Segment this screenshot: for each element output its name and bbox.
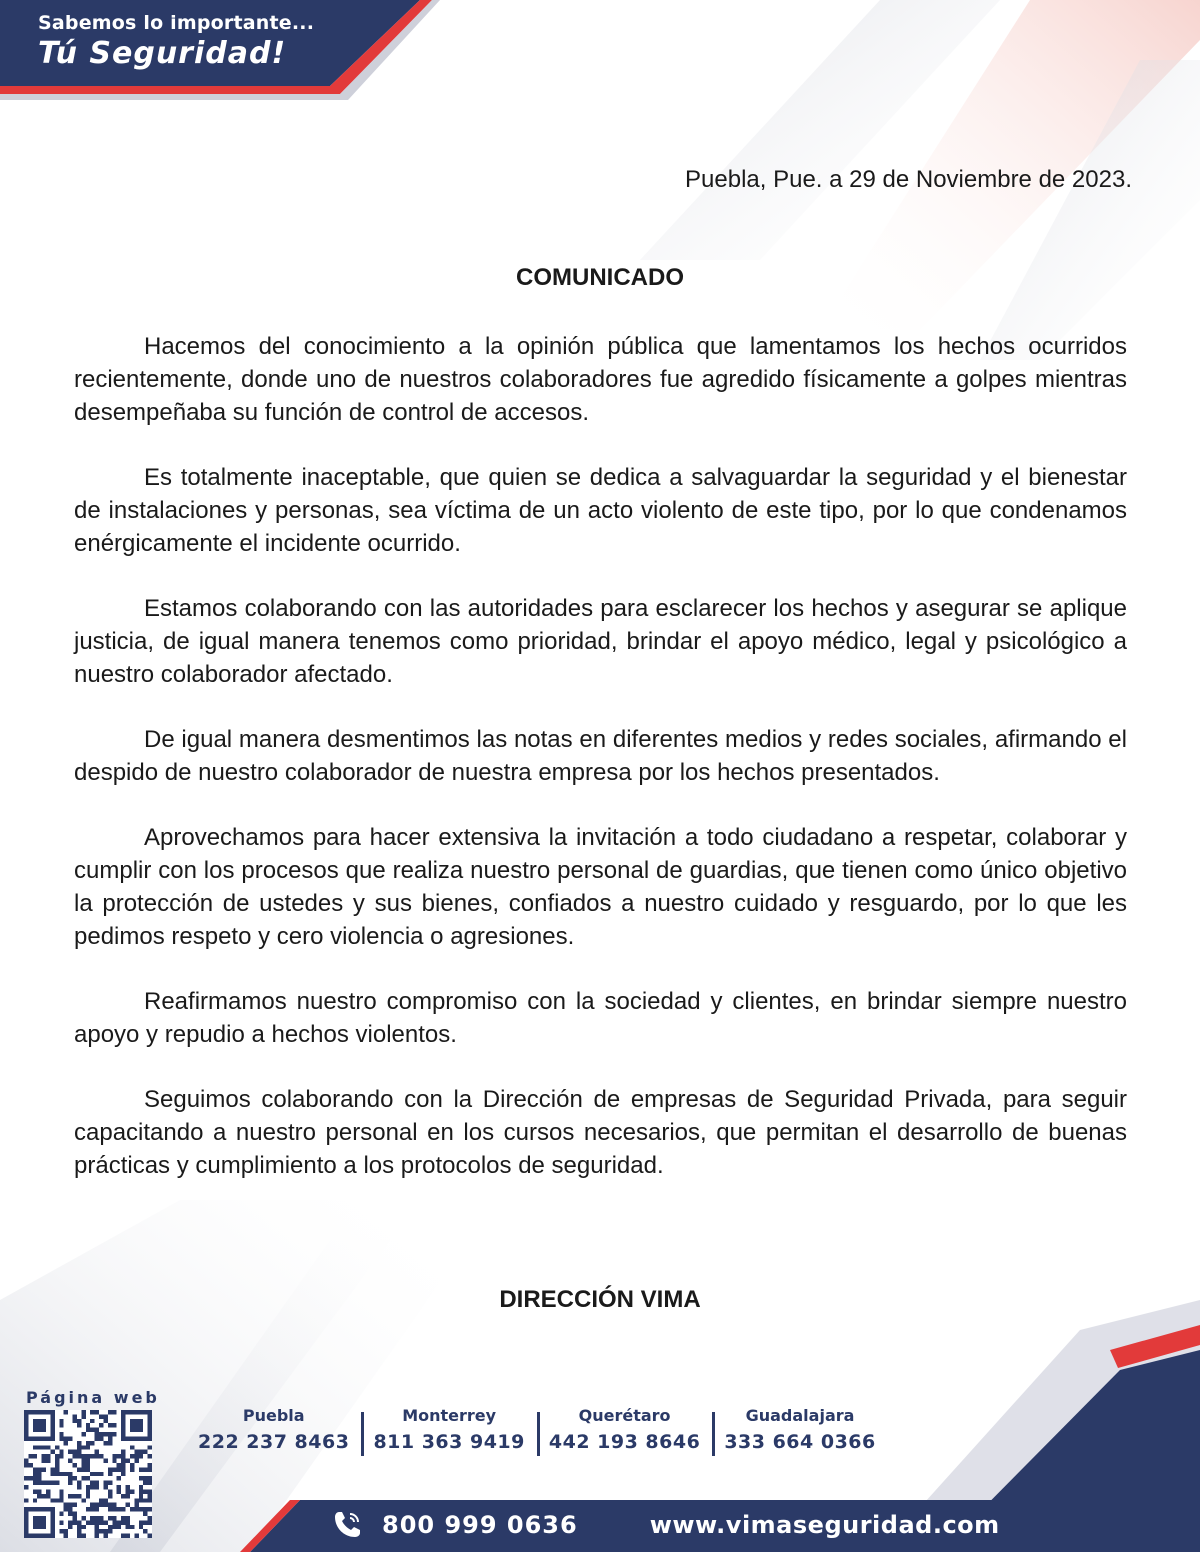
paragraph: Estamos colaborando con las autoridades para esclarecer los hechos y asegurar se aplique justicia, de igual manera tenemos como prioridad, brindar el apoyo médico, legal y psicológico a nuestro colaborador afectado. xyxy=(74,595,1127,688)
tagline-bottom: Tú Seguridad! xyxy=(38,36,287,71)
office-guadalajara xyxy=(712,1406,887,1453)
office-phone[interactable]: 811 363 9419 xyxy=(373,1431,525,1453)
date-line: Puebla, Pue. a 29 de Noviembre de 2023. xyxy=(685,166,1132,193)
phone-icon xyxy=(330,1508,364,1542)
office-phone[interactable]: 442 193 8646 xyxy=(548,1431,701,1453)
office-list xyxy=(186,1406,888,1453)
office-puebla xyxy=(186,1406,361,1453)
office-monterrey xyxy=(361,1406,536,1453)
office-city: Puebla xyxy=(242,1406,305,1425)
office-phone[interactable]: 222 237 8463 xyxy=(198,1431,350,1453)
office-city: Querétaro xyxy=(578,1406,671,1425)
paragraph: Hacemos del conocimiento a la opinión pública que lamentamos los hechos ocurridos recientemente, donde uno de nuestros colaboradores fue agredido físicamente a golpes mientras desempeñaba su función de control de accesos. xyxy=(74,333,1127,426)
header-tagline xyxy=(38,12,314,71)
paragraph: De igual manera desmentimos las notas en diferentes medios y redes sociales, afirmando el despido de nuestro colaborador de nuestra empresa por los hechos presentados. xyxy=(74,726,1127,786)
document-title: COMUNICADO xyxy=(516,264,684,291)
website-link[interactable]: www.vimaseguridad.com xyxy=(649,1511,1000,1539)
office-queretaro xyxy=(537,1406,712,1453)
tagline-top: Sabemos lo importante... xyxy=(38,12,315,34)
paragraph: Reafirmamos nuestro compromiso con la sociedad y clientes, en brindar siempre nuestro apoyo y repudio a hechos violentos. xyxy=(74,988,1127,1048)
signature: DIRECCIÓN VIMA xyxy=(499,1286,701,1313)
paragraph: Aprovechamos para hacer extensiva la invitación a todo ciudadano a respetar, colaborar y cumplir con los procesos que realiza nuestro personal de guardias, que tienen como único objetivo la protección de ustedes y sus bienes, confiados a nuestro cuidado y resguardo, por lo que les pedimos respeto y cero violencia o agresiones. xyxy=(74,824,1127,950)
office-phone[interactable]: 333 664 0366 xyxy=(724,1431,876,1453)
document-body xyxy=(74,330,1127,1214)
footer-bar xyxy=(330,1508,1000,1542)
paragraph: Es totalmente inaceptable, que quien se dedica a salvaguardar la seguridad y el bienestar de instalaciones y personas, sea víctima de un acto violento de este tipo, por lo que condenamos enérgicamente el incidente ocurrido. xyxy=(74,464,1127,557)
tollfree-number[interactable]: 800 999 0636 xyxy=(382,1511,578,1539)
paragraph: Seguimos colaborando con la Dirección de empresas de Seguridad Privada, para seguir capacitando a nuestro personal en los cursos necesarios, que permitan el desarrollo de buenas prácticas y cumplimiento a los protocolos de seguridad. xyxy=(74,1086,1127,1179)
office-city: Monterrey xyxy=(402,1406,497,1425)
qr-code[interactable] xyxy=(24,1410,152,1538)
web-label: Página web xyxy=(26,1388,160,1407)
office-city: Guadalajara xyxy=(745,1406,855,1425)
